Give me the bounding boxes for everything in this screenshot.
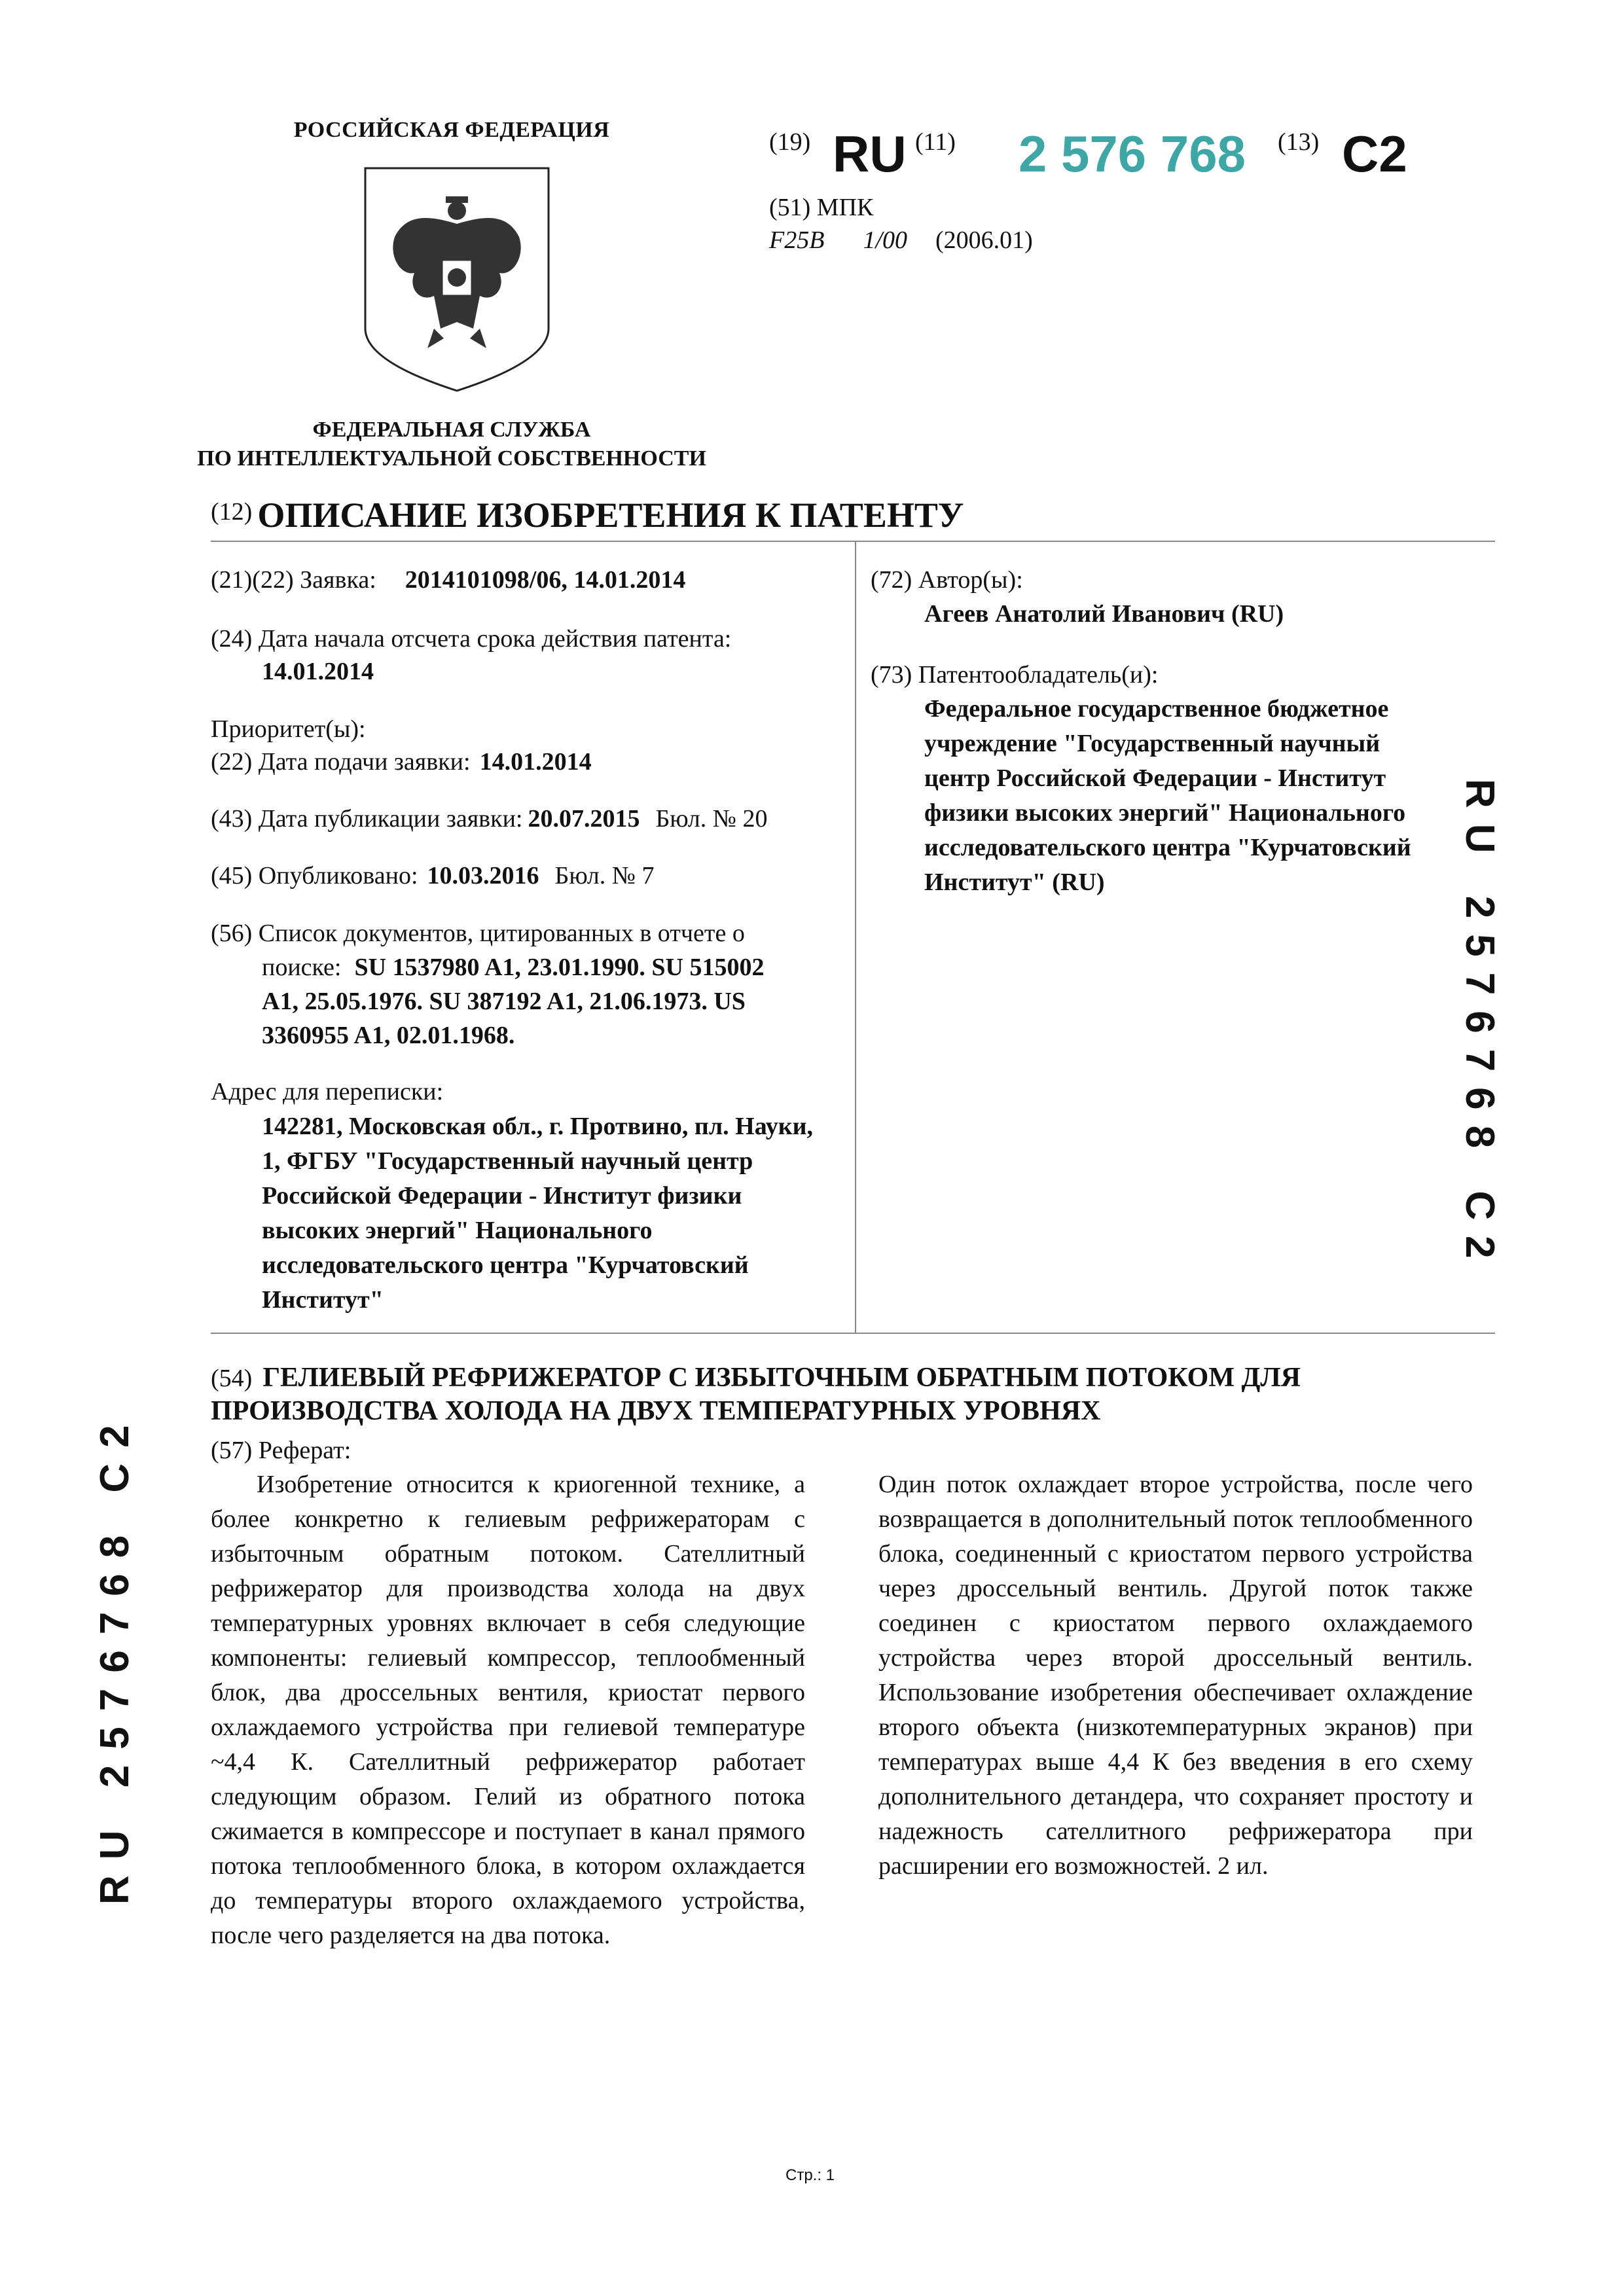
cited-documents-line-1: [262, 950, 764, 985]
code-11: (11): [915, 128, 956, 156]
invention-title-line-2: ПРОИЗВОДСТВА ХОЛОДА НА ДВУХ ТЕМПЕРАТУРНЫХ УРОВНЯХ: [211, 1396, 1101, 1426]
cited-documents-line-3: 3360955 A1, 02.01.1968.: [262, 1022, 515, 1049]
agency-line-2: ПО ИНТЕЛЛЕКТУАЛЬНОЙ СОБСТВЕННОСТИ: [197, 446, 706, 471]
coat-of-arms-emblem: [362, 165, 552, 394]
abstract-column-1: Изобретение относится к криогенной технике, а более конкретно к гелиевым рефрижераторам с избыточным обратным потоком. Сателлитный рефрижератор для производства холода на двух температурных уровнях включает в себя следующие компоненты: гелиевый компрессор, теплообменный блок, два дроссельных вентиля, криостат первого охлаждаемого устройства при гелиевой температуре ~4,4 К. Сателлитный рефрижератор работает следующим образом. Гелий из обратного потока сжимается в компрессоре и поступает в канал прямого потока теплообменного блока, в котором охлаждается до температуры второго охлаждаемого устройства, после чего разделяется на два потока.: [211, 1471, 805, 1949]
application-field: [211, 563, 685, 598]
patent-number: 2 576 768: [1019, 125, 1246, 183]
priority-label: Приоритет(ы):: [211, 715, 366, 743]
invention-title: [211, 1361, 1324, 1427]
ipc-label: (51) МПК: [769, 194, 874, 221]
cited-documents-line-2: A1, 25.05.1976. SU 387192 A1, 21.06.1973. US: [262, 988, 746, 1015]
address-line: 142281, Московская обл., г. Протвино, пл. Науки,: [262, 1113, 814, 1140]
application-publication-value: 20.07.2015: [528, 805, 640, 833]
holder-line: учреждение "Государственный научный: [924, 730, 1380, 757]
cited-documents-value-1: SU 1537980 A1, 23.01.1990. SU 515002: [354, 954, 765, 981]
published-bulletin: Бюл. № 7: [554, 862, 655, 889]
application-publication-bulletin: Бюл. № 20: [655, 805, 768, 833]
invention-title-text-1: ГЕЛИЕВЫЙ РЕФРИЖЕРАТОР С ИЗБЫТОЧНЫМ ОБРАТНЫМ ПОТОКОМ ДЛЯ: [262, 1363, 1301, 1393]
invention-title-line-1: [211, 1361, 1324, 1395]
agency-name: [157, 416, 746, 473]
filing-date-label: (22) Дата подачи заявки:: [211, 748, 471, 776]
code-12: (12): [211, 498, 253, 526]
patent-holder: [924, 692, 1487, 900]
document-type-text: ОПИСАНИЕ ИЗОБРЕТЕНИЯ К ПАТЕНТУ: [257, 495, 964, 535]
abstract-label: (57) Реферат:: [211, 1437, 352, 1464]
holder-line: исследовательского центра "Курчатовский: [924, 834, 1411, 861]
cited-documents-label: (56) Список документов, цитированных в отчете о: [211, 920, 745, 947]
application-label: (21)(22) Заявка:: [211, 566, 376, 594]
country-name: [157, 118, 746, 143]
abstract-column-2: Один поток охлаждает второе устройства, после чего возвращается в дополнительный поток теплообменного блока, соединенный с криостатом первого устройства через дроссельный вентиль. Другой поток также соединен с криостатом первого охлаждаемого устройства через второй дроссельный вентиль. Использование изобретения обеспечивает охлаждение второго объекта (низкотемпературных экранов) при температурах выше 4,4 К без введения в его схему дополнительного детандера, что сохраняет простоту и надежность сателлитного рефрижератора при расширении его возможностей. 2 ил.: [878, 1471, 1473, 1880]
term-start-label: (24) Дата начала отсчета срока действия патента:: [211, 625, 732, 653]
holder-line: Институт" (RU): [924, 869, 1105, 896]
cited-search-label: поиске:: [262, 954, 342, 981]
code-54: (54): [211, 1365, 253, 1392]
published-label: (45) Опубликовано:: [211, 862, 418, 889]
address-line: высоких энергий" Национального: [262, 1217, 653, 1244]
correspondence-address-label: Адрес для переписки:: [211, 1078, 444, 1105]
country-code: RU: [833, 125, 907, 183]
holder-line: физики высоких энергий" Национального: [924, 799, 1406, 827]
patent-holder-label: (73) Патентообладатель(и):: [871, 661, 1159, 689]
agency-line-1: ФЕДЕРАЛЬНАЯ СЛУЖБА: [312, 418, 591, 442]
address-line: исследовательского центра "Курчатовский: [262, 1251, 749, 1279]
country-name-text: РОССИЙСКАЯ ФЕДЕРАЦИЯ: [293, 118, 610, 142]
author-label: (72) Автор(ы):: [871, 566, 1023, 594]
holder-line: Федеральное государственное бюджетное: [924, 695, 1389, 723]
document-type-title: [211, 495, 964, 535]
application-value: 2014101098/06, 14.01.2014: [405, 566, 686, 594]
code-19: (19): [769, 128, 811, 156]
term-start-value: 14.01.2014: [262, 658, 374, 685]
address-line: 1, ФГБУ "Государственный научный центр: [262, 1147, 753, 1175]
application-publication-field: [211, 802, 767, 836]
published-value: 10.03.2016: [427, 862, 539, 889]
ipc-class: F25B: [769, 226, 825, 254]
published-field: [211, 859, 655, 893]
ipc-version: (2006.01): [935, 226, 1033, 254]
address-line: Институт": [262, 1286, 384, 1314]
side-label-right: RU 2576768 C2: [1457, 779, 1502, 1274]
column-divider: [855, 541, 856, 1333]
ipc-classification: [769, 226, 1033, 255]
bottom-divider: [211, 1333, 1495, 1334]
top-divider: [211, 541, 1495, 542]
page-number: Стр.: 1: [785, 2166, 835, 2184]
application-publication-label: (43) Дата публикации заявки:: [211, 805, 523, 833]
filing-date-field: [211, 745, 592, 780]
author-value: Агеев Анатолий Иванович (RU): [924, 600, 1284, 628]
ipc-group: 1/00: [863, 226, 907, 254]
code-13: (13): [1278, 128, 1320, 156]
filing-date-value: 14.01.2014: [479, 748, 592, 776]
correspondence-address: [262, 1109, 851, 1318]
kind-code: C2: [1342, 125, 1407, 183]
holder-line: центр Российской Федерации - Институт: [924, 764, 1386, 792]
side-label-left: RU 2576768 C2: [92, 1409, 137, 1905]
address-line: Российской Федерации - Институт физики: [262, 1182, 742, 1210]
